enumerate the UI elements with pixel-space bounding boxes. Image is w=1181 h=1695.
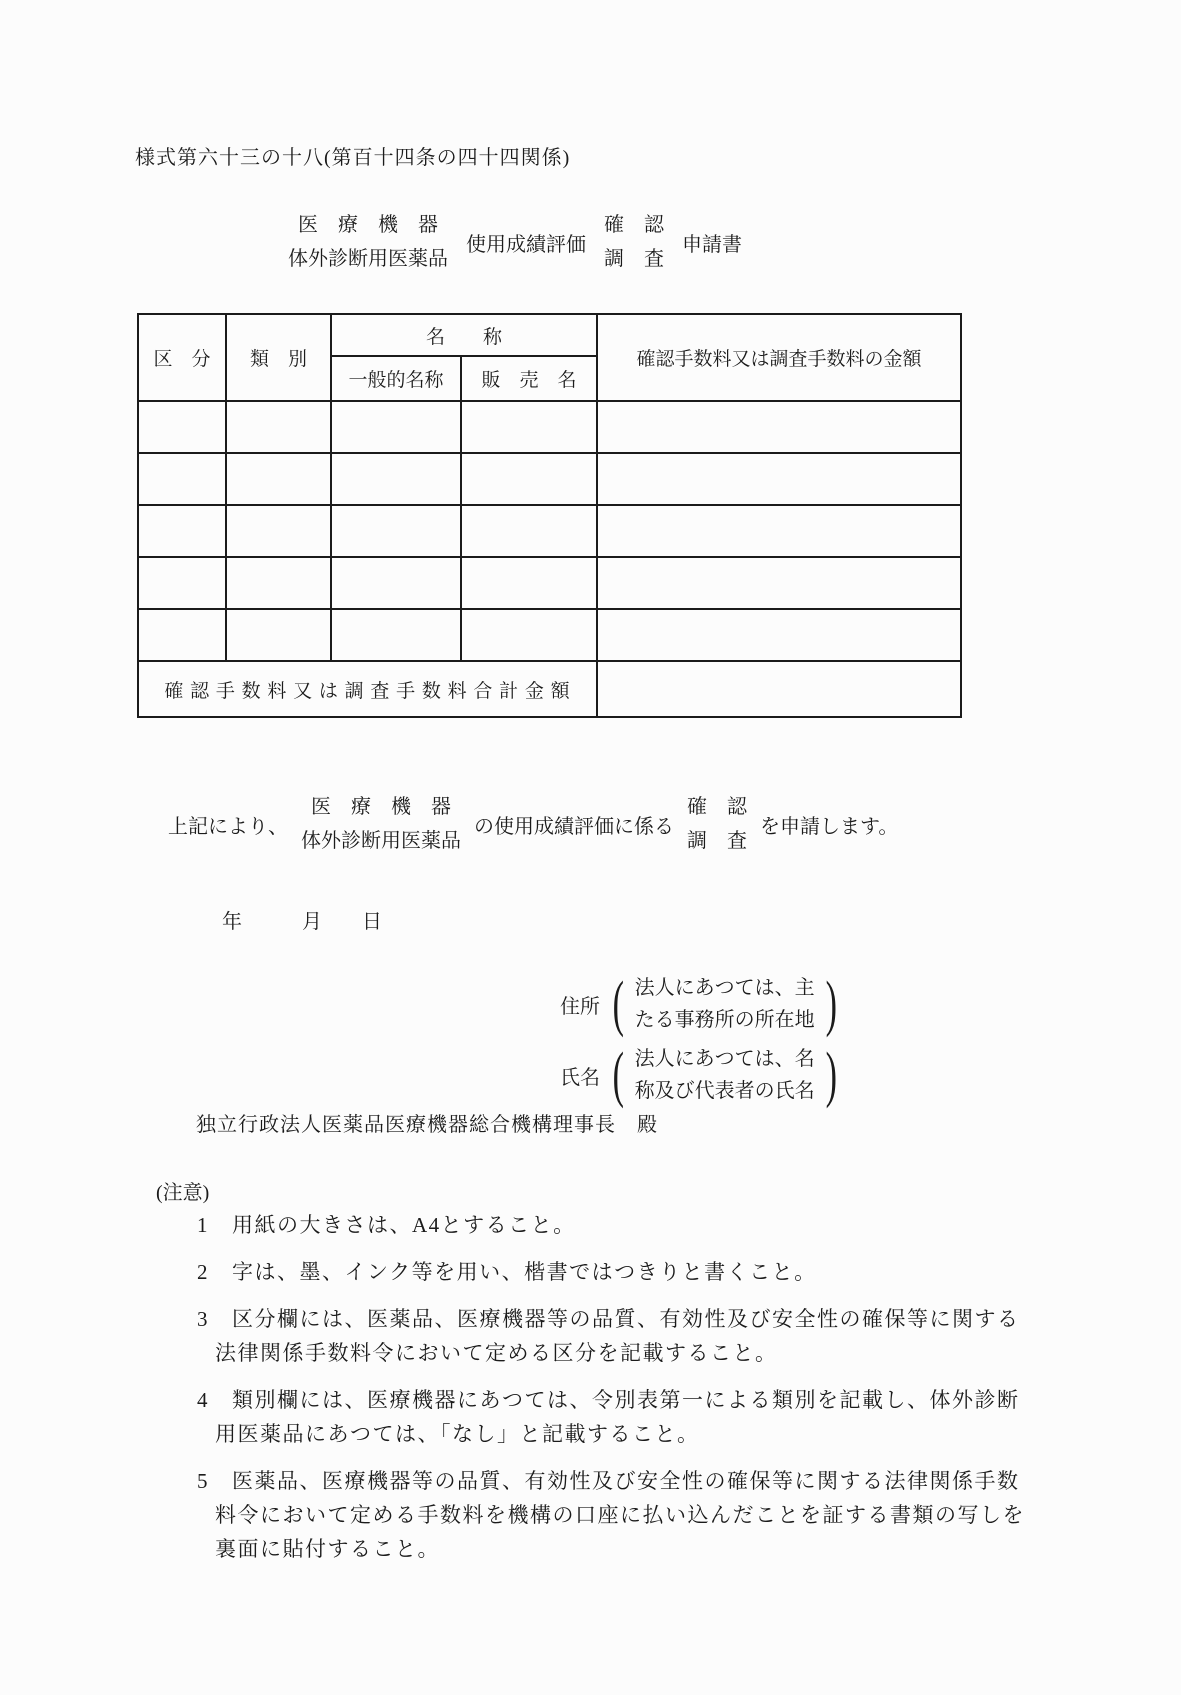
note-number: 2 (197, 1260, 209, 1284)
header-generic-name: 一般的名称 (331, 356, 461, 401)
note-item (197, 1302, 1037, 1370)
product-type-options (288, 208, 448, 276)
option-medical-device: 医 療 機 器 (311, 796, 451, 818)
form-title (288, 208, 742, 276)
note-item (197, 1383, 1037, 1451)
note-text: 区分欄には、医薬品、医療機器等の品質、有効性及び安全性の確保等に関する法律関係手数料令において定める区分を記載すること。 (215, 1307, 1020, 1365)
address-note (635, 972, 815, 1036)
close-paren: ) (825, 1041, 837, 1109)
note-item (197, 1464, 1037, 1566)
address-label: 住所 (560, 995, 600, 1018)
option-confirmation: 確 認 (604, 214, 664, 236)
note-text: 類別欄には、医療機器にあつては、令別表第一による類別を記載し、体外診断用医薬品にあつては、「なし」と記載すること。 (215, 1388, 1020, 1446)
empty-cell (226, 609, 331, 661)
address-block (560, 972, 841, 1036)
empty-cell (138, 557, 226, 609)
empty-cell (597, 557, 961, 609)
empty-cell (597, 401, 961, 453)
close-paren: ) (825, 970, 837, 1038)
empty-cell (331, 453, 461, 505)
empty-cell (226, 505, 331, 557)
empty-cell (138, 505, 226, 557)
empty-cell (226, 401, 331, 453)
option-confirmation: 確 認 (687, 796, 747, 818)
empty-cell (331, 505, 461, 557)
note-text: 字は、墨、インク等を用い、楷書ではつきりと書くこと。 (232, 1260, 817, 1284)
name-note-line2: 称及び代表者の氏名 (634, 1080, 815, 1102)
empty-cell (461, 557, 597, 609)
recipient-line: 独立行政法人医薬品医療機器総合機構理事長 殿 (196, 1114, 658, 1136)
option-medical-device: 医 療 機 器 (298, 214, 438, 236)
empty-cell (597, 505, 961, 557)
date-line: 年 月 日 (222, 911, 382, 933)
open-paren: ( (612, 970, 625, 1038)
table-row (138, 401, 961, 453)
empty-cell (331, 557, 461, 609)
address-note-line1: 法人にあつては、主 (634, 977, 815, 999)
name-block (560, 1043, 841, 1107)
table-row (138, 609, 961, 661)
title-suffix: 申請書 (682, 233, 742, 256)
application-statement (168, 790, 898, 858)
note-text: 用紙の大きさは、A4とすること。 (232, 1213, 576, 1237)
address-note-line2: たる事務所の所在地 (634, 1009, 815, 1031)
empty-cell (461, 401, 597, 453)
table-row (138, 505, 961, 557)
option-ivd-drug: 体外診断用医薬品 (301, 830, 461, 852)
total-label: 確 認 手 数 料 又 は 調 査 手 数 料 合 計 金 額 (138, 661, 597, 717)
table-header-row-1 (138, 314, 961, 356)
header-category: 区 分 (138, 314, 226, 401)
note-number: 3 (197, 1307, 209, 1331)
header-brand-name: 販 売 名 (461, 356, 597, 401)
empty-cell (226, 557, 331, 609)
statement-suffix: を申請します。 (760, 815, 899, 838)
empty-cell (461, 453, 597, 505)
empty-cell (461, 609, 597, 661)
total-amount-cell (597, 661, 961, 717)
note-text: 医薬品、医療機器等の品質、有効性及び安全性の確保等に関する法律関係手数料令において定める手数料を機構の口座に払い込んだことを証する書類の写しを裏面に貼付すること。 (215, 1469, 1025, 1561)
statement-product-options (301, 790, 461, 858)
empty-cell (597, 453, 961, 505)
empty-cell (138, 609, 226, 661)
notes-list (197, 1208, 1037, 1579)
note-number: 1 (197, 1213, 209, 1237)
table-row (138, 557, 961, 609)
title-evaluation: 使用成績評価 (466, 233, 586, 256)
empty-cell (331, 401, 461, 453)
note-item (197, 1208, 1037, 1242)
option-ivd-drug: 体外診断用医薬品 (288, 248, 448, 270)
header-name-group: 名 称 (331, 314, 597, 356)
table-row (138, 453, 961, 505)
name-note-line1: 法人にあつては、名 (634, 1048, 815, 1070)
statement-middle: の使用成績評価に係る (474, 815, 674, 838)
empty-cell (331, 609, 461, 661)
review-type-options (604, 208, 664, 276)
empty-cell (138, 453, 226, 505)
header-fee-amount: 確認手数料又は調査手数料の金額 (597, 314, 961, 401)
fee-table (137, 313, 962, 718)
note-number: 5 (197, 1469, 209, 1493)
form-number: 様式第六十三の十八(第百十四条の四十四関係) (135, 147, 571, 169)
name-label: 氏名 (560, 1066, 600, 1089)
table-total-row (138, 661, 961, 717)
statement-prefix: 上記により、 (168, 815, 288, 838)
notes-heading: (注意) (156, 1182, 210, 1204)
empty-cell (226, 453, 331, 505)
empty-cell (597, 609, 961, 661)
empty-cell (461, 505, 597, 557)
option-investigation: 調 査 (687, 830, 747, 852)
empty-cell (138, 401, 226, 453)
option-investigation: 調 査 (604, 248, 664, 270)
statement-review-options (687, 790, 747, 858)
header-classification: 類 別 (226, 314, 331, 401)
name-note (635, 1043, 815, 1107)
note-number: 4 (197, 1388, 209, 1412)
note-item (197, 1255, 1037, 1289)
open-paren: ( (612, 1041, 625, 1109)
